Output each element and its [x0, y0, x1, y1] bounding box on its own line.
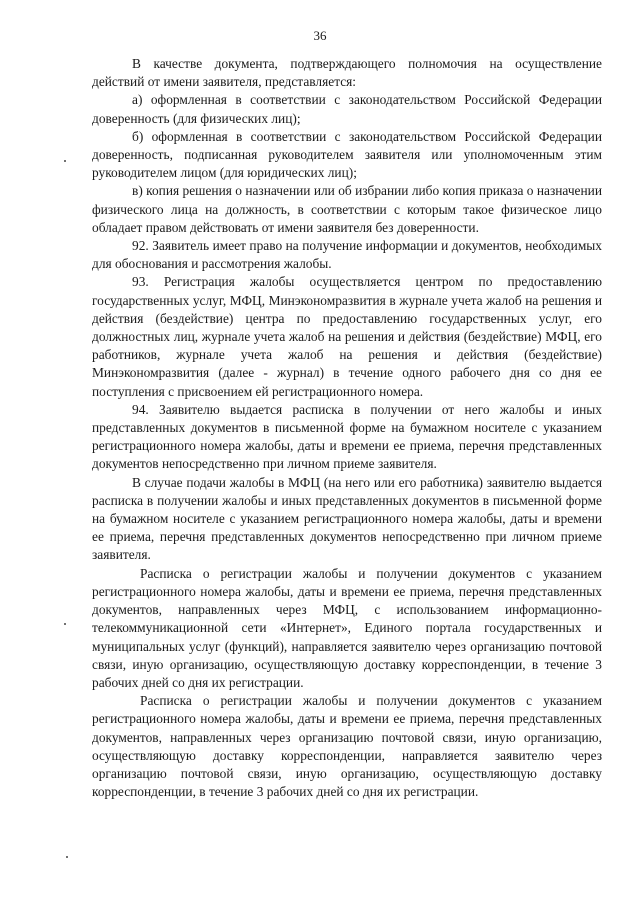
document-body — [92, 55, 602, 801]
scan-speck — [64, 623, 66, 625]
scan-speck — [66, 856, 68, 858]
paragraph: а) оформленная в соответствии с законодательством Российской Федерации доверенность (для физических лиц); — [92, 92, 602, 126]
paragraph: В качестве документа, подтверждающего полномочия на осуществление действий от имени заявителя, представляется: — [92, 56, 602, 90]
paragraph: б) оформленная в соответствии с законодательством Российской Федерации доверенность, подписанная руководителем заявителя или уполномоченным этим руководителем лицом (для юридических лиц); — [92, 128, 602, 181]
paragraph: Расписка о регистрации жалобы и получении документов с указанием регистрационного номера жалобы, даты и времени ее приема, перечня представленных документов, направленных через МФЦ, с использованием информационно-телекоммуникационной сети «Интернет», Единого портала государственных и муниципальных услуг (функций), направляется заявителю через организацию почтовой связи, иную организацию, осуществляющую доставку корреспонденции, в течение 3 рабочих дней со дня их регистрации. — [92, 565, 602, 690]
paragraph: 92. Заявитель имеет право на получение информации и документов, необходимых для обоснования и рассмотрения жалобы. — [92, 238, 602, 272]
paragraph: в) копия решения о назначении или об избрании либо копия приказа о назначении физического лица на должность, в соответствии с которым такое физическое лицо обладает правом действовать от имени заявителя без доверенности. — [92, 183, 602, 235]
scan-speck — [64, 160, 66, 162]
paragraph: 94. Заявителю выдается расписка в получении от него жалобы и иных представленных документов в письменной форме на бумажном носителе с указанием регистрационного номера жалобы, даты и времени ее приема, перечня представленных документов непосредственно при личном приеме заявителя. — [92, 401, 602, 472]
paragraph: Расписка о регистрации жалобы и получении документов с указанием регистрационного номера жалобы, даты и времени ее приема, перечня представленных документов, направленных через организацию почтовой связи, иную организацию, осуществляющую доставку корреспонденции, направляется заявителю через организацию почтовой связи, иную организацию, осуществляющую доставку корреспонденции, в течение 3 рабочих дней со дня их регистрации. — [92, 693, 602, 800]
page-number: 36 — [313, 28, 327, 43]
paragraph: 93. Регистрация жалобы осуществляется центром по предоставлению государственных услуг, МФЦ, Минэкономразвития в журнале учета жалоб на решения и действия (бездействие) центра по предоставлению государственных услуг, его должностных лиц, журнале учета жалоб на решения и действия (бездействие) МФЦ, его работников, журнале учета жалоб на решения и действия (бездействие) Минэкономразвития (далее - журнал) в течение одного рабочего дня со дня ее поступления с присвоением ей регистрационного номера. — [92, 274, 602, 399]
paragraph: В случае подачи жалобы в МФЦ (на него или его работника) заявителю выдается расписка в получении жалобы и иных представленных документов в письменной форме на бумажном носителе с указанием регистрационного номера жалобы, даты и времени ее приема, перечня представленных документов непосредственно при личном приеме заявителя. — [92, 474, 602, 563]
